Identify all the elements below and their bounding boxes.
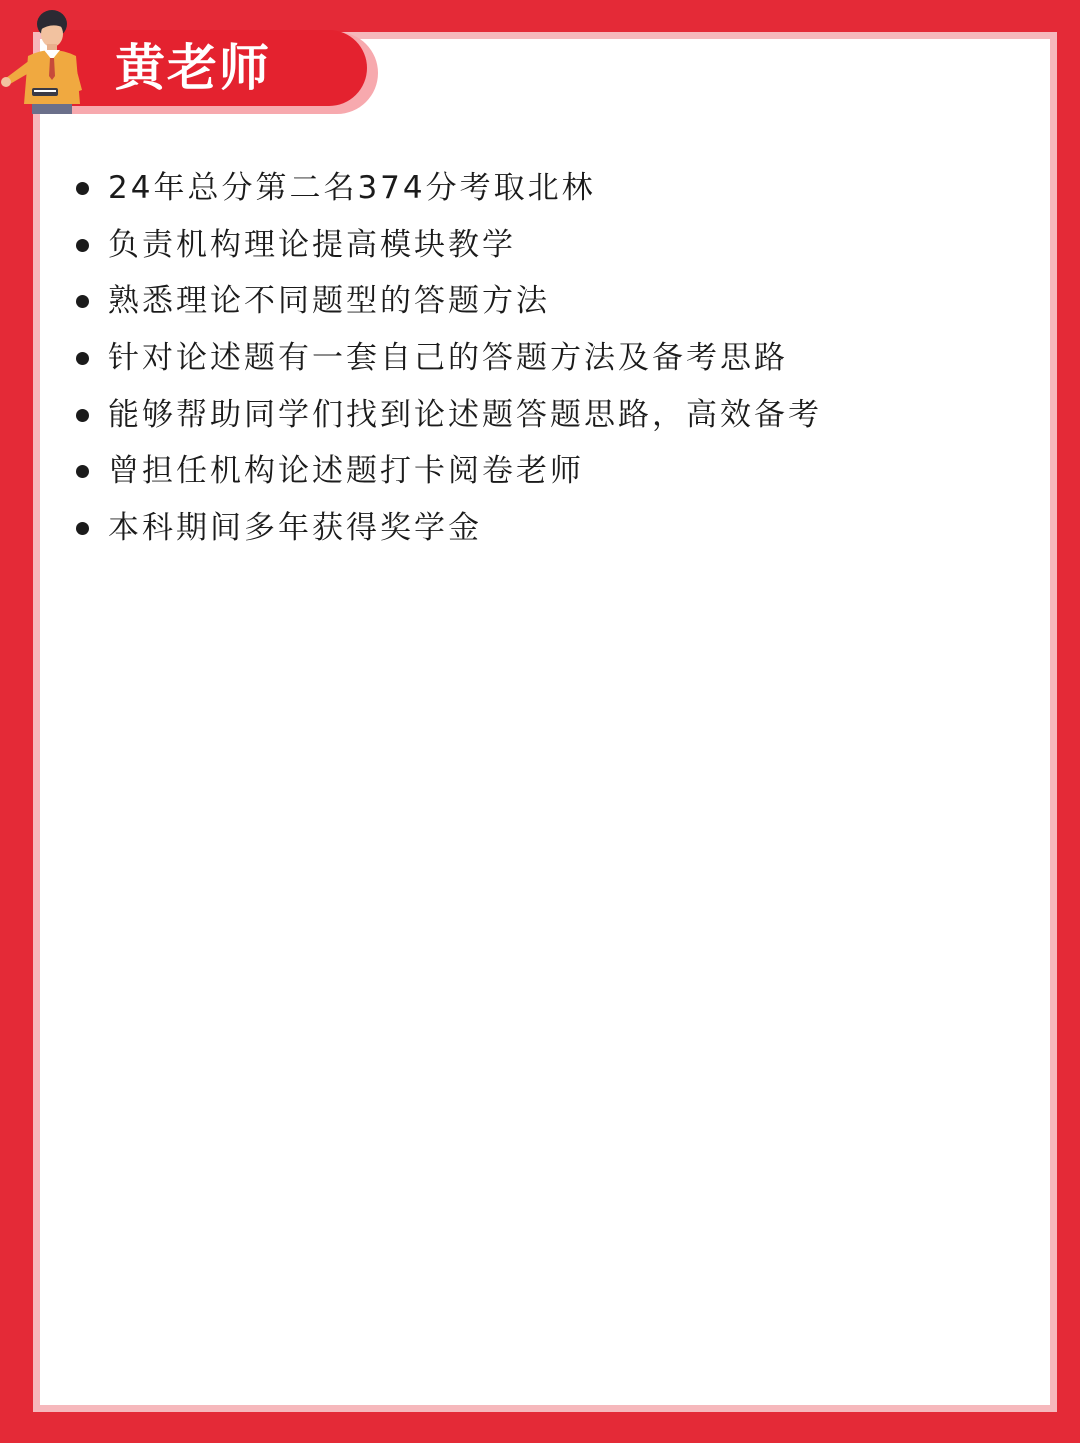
bullet-dot-icon bbox=[76, 409, 89, 422]
bullet-dot-icon bbox=[76, 182, 89, 195]
bullet-dot-icon bbox=[76, 522, 89, 535]
list-item-text: 曾担任机构论述题打卡阅卷老师 bbox=[108, 453, 584, 490]
list-item-text: 负责机构理论提高模块教学 bbox=[108, 226, 516, 263]
bullet-dot-icon bbox=[76, 352, 89, 365]
teacher-illustration-icon bbox=[0, 4, 92, 114]
credential-list bbox=[70, 160, 822, 557]
list-item bbox=[70, 160, 822, 217]
list-item bbox=[70, 217, 822, 274]
bullet-dot-icon bbox=[76, 295, 89, 308]
list-item-text: 针对论述题有一套自己的答题方法及备考思路 bbox=[108, 340, 788, 377]
list-item-text: 能够帮助同学们找到论述题答题思路，高效备考 bbox=[108, 396, 822, 433]
list-item-text: 熟悉理论不同题型的答题方法 bbox=[108, 283, 550, 320]
bullet-dot-icon bbox=[76, 239, 89, 252]
list-item-text: 24年总分第二名374分考取北林 bbox=[108, 170, 596, 206]
list-item bbox=[70, 273, 822, 330]
bullet-dot-icon bbox=[76, 465, 89, 478]
list-item bbox=[70, 330, 822, 387]
list-item bbox=[70, 387, 822, 444]
list-item-text: 本科期间多年获得奖学金 bbox=[108, 510, 482, 547]
list-item bbox=[70, 500, 822, 557]
teacher-name: 黄老师 bbox=[115, 39, 271, 97]
list-item bbox=[70, 443, 822, 500]
